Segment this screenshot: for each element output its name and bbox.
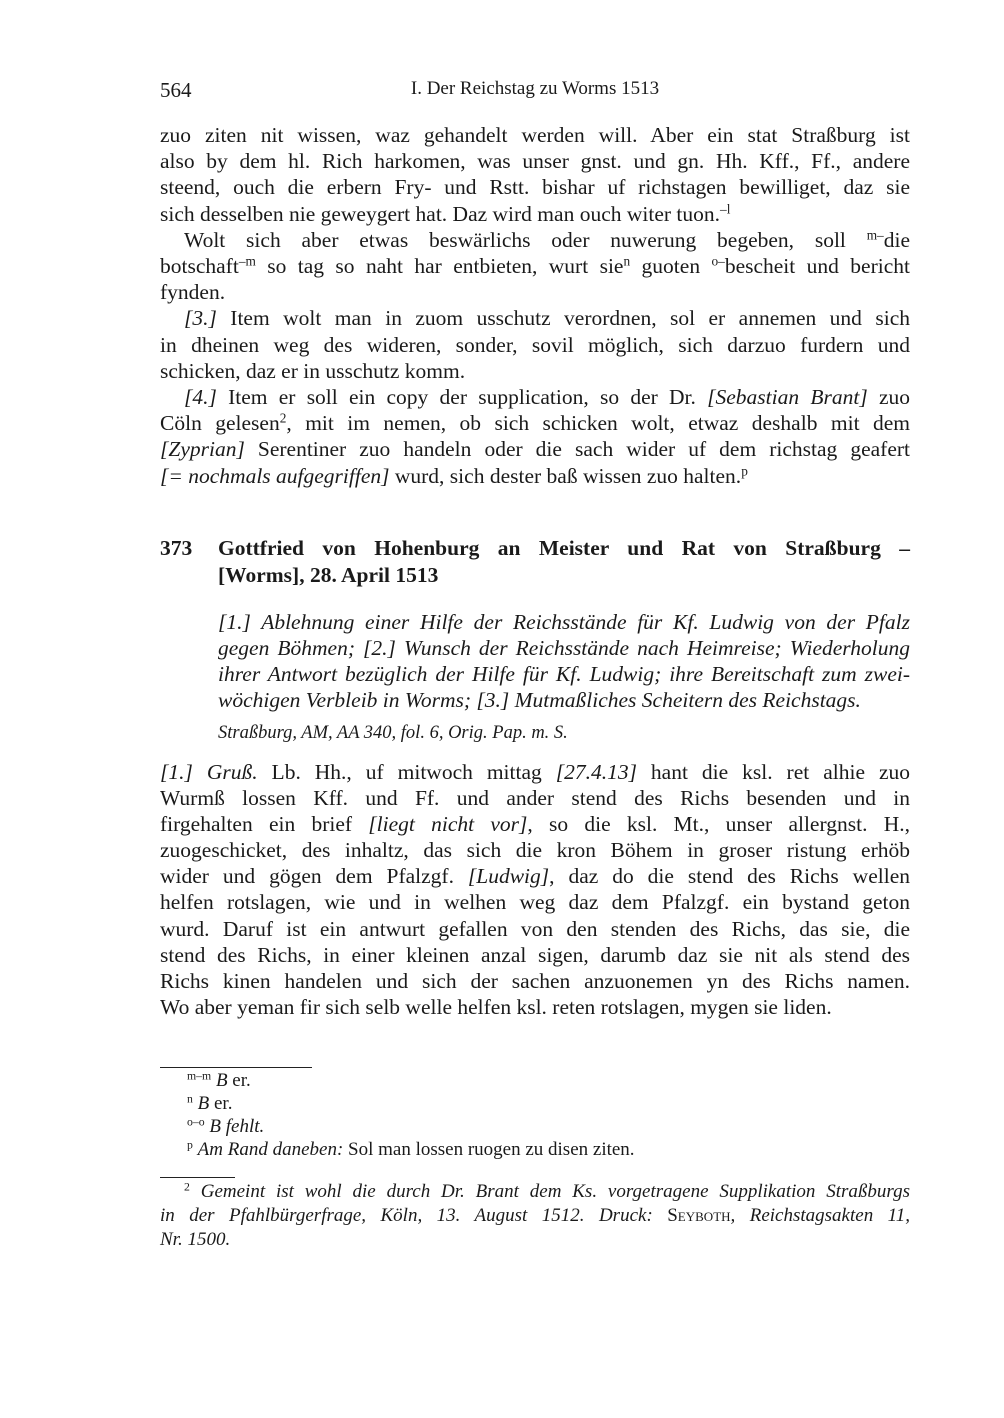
text-line: [160, 1204, 910, 1228]
text-segment: Sol man lossen ruogen zu disen ziten.: [343, 1139, 635, 1160]
text-segment: Item wolt man in zuom usschutz verordnen, sol er annemen und sich: [216, 306, 910, 331]
running-title: I. Der Reichstag zu Worms 1513: [410, 78, 660, 99]
note-marker: n: [623, 253, 631, 269]
text-line: [160, 279, 910, 305]
italic-text: in der Pfahlbürgerfrage, Köln, 13. August 1512. Druck:: [160, 1205, 668, 1226]
text-segment: die: [883, 227, 910, 252]
text-line: [160, 968, 910, 994]
text-line: [160, 253, 910, 279]
text-segment: zuo: [867, 385, 910, 410]
text-line: [160, 305, 910, 331]
text-segment: hant die ksl. ret alhie zuo: [636, 760, 910, 784]
document-title: [218, 535, 910, 589]
text-segment: Cöln gelesen: [160, 411, 280, 436]
text-segment: firgehalten ein brief: [160, 812, 369, 837]
italic-text: , Reichstagsakten 11,: [730, 1205, 910, 1226]
text-line: [160, 1180, 910, 1204]
text-line: [218, 635, 910, 661]
text-line: [187, 1115, 635, 1138]
italic-text: [27.4.13]: [555, 760, 637, 784]
text-segment: [Worms], 28. April 1513: [218, 563, 439, 587]
text-line: [160, 384, 910, 410]
text-line: [160, 227, 910, 253]
text-line: [160, 994, 910, 1020]
text-segment: wurd, sich dester baß wissen zuo halten.: [389, 463, 742, 488]
text-line: [160, 811, 910, 837]
text-segment: zuo ziten nit wissen, waz gehandelt werden will. Aber ein stat Straßburg ist: [160, 123, 910, 147]
text-segment: steend, ouch die erbern Fry- und Rstt. bishar uf richstagen bewilliget, daz sie: [160, 175, 910, 200]
note-marker: 2: [279, 410, 287, 426]
page-number: 564: [160, 78, 192, 102]
text-line: [160, 410, 910, 436]
note-marker: o–o: [187, 1115, 205, 1129]
italic-text: [= nochmals aufgegriffen]: [160, 463, 390, 488]
text-segment: ihrer Antwort bezüglich der Hilfe für Kf. Ludwig; ihre Bereitschaft zum zwei-: [218, 662, 910, 686]
text-line: [218, 687, 910, 713]
text-segment: Wo aber yeman fir sich selb welle helfen ksl. reten rotslagen, mygen sie liden.: [160, 994, 832, 1019]
note-marker: –l: [720, 201, 731, 217]
note-marker: n: [187, 1092, 193, 1106]
italic-text: Gemeint ist wohl die durch Dr. Brant dem Ks. vorgetragene Supplikation Straßburgs: [200, 1181, 910, 1202]
text-segment: fynden.: [160, 280, 226, 305]
body-text-previous-document: [160, 122, 910, 489]
text-segment: , so die ksl. Mt., unser allergnst. H.,: [527, 812, 910, 837]
text-segment: sich desselben nie geweygert hat. Daz wird man ouch witer tuon.: [160, 201, 721, 226]
text-segment: er.: [209, 1093, 233, 1114]
text-segment: wurd. Daruf ist ein antwurt gefallen von den stenden des Richs, das sie, die: [160, 916, 910, 941]
text-segment: Wurmß lossen Kff. und Ff. und ander stend des Richs besenden und in: [160, 786, 910, 811]
text-notes-divider: [160, 1067, 312, 1068]
archival-source: Straßburg, AM, AA 340, fol. 6, Orig. Pap. m. S.: [218, 723, 568, 743]
text-line: [160, 174, 910, 200]
text-line: [187, 1138, 635, 1161]
text-line: [160, 148, 910, 174]
text-line: [160, 837, 910, 863]
text-line: [187, 1069, 635, 1092]
text-line: [160, 332, 910, 358]
text-segment: [1.] Ablehnung einer Hilfe der Reichsstände für Kf. Ludwig von der Pfalz: [218, 610, 910, 634]
text-segment: zuogeschicket, des inhaltz, das sich die kron Böhem in groser ristung erhöb: [160, 838, 910, 863]
text-segment: helfen rotslagen, wie und in welhen weg daz dem Pfalzgf. ein bystand geton: [160, 890, 910, 915]
text-line: [160, 863, 910, 889]
italic-text: B fehlt.: [209, 1116, 265, 1137]
text-segment: [190, 1181, 201, 1202]
text-line: [160, 1228, 910, 1252]
text-segment: Serentiner zuo handeln oder die sach wider uf dem richstag geafert: [244, 437, 910, 462]
text-line: [218, 609, 910, 635]
text-line: [160, 122, 910, 148]
text-line: [160, 942, 910, 968]
text-line: [218, 535, 910, 562]
document-number: 373: [160, 536, 193, 560]
text-segment: Richs kinen handelen und sich der sachen anzuonemen yn des Richs namen.: [160, 968, 910, 993]
italic-text: B: [215, 1070, 228, 1091]
text-segment: Gottfried von Hohenburg an Meister und Rat von Straßburg –: [218, 536, 910, 560]
italic-text: [liegt nicht vor]: [368, 812, 528, 837]
body-text-document: [160, 759, 910, 1020]
text-segment: , daz do die stend des Richs wellen: [549, 864, 910, 889]
text-segment: wöchigen Verbleib in Worms; [3.] Mutmaßliches Scheitern des Reichstags.: [218, 688, 861, 712]
italic-text: [Ludwig]: [467, 864, 550, 889]
note-marker: m–m: [187, 1069, 212, 1083]
text-line: [160, 201, 910, 227]
italic-text: [4.]: [184, 385, 217, 410]
text-segment: Seyboth: [667, 1205, 731, 1226]
text-segment: er.: [227, 1070, 251, 1091]
text-line: [160, 785, 910, 811]
text-segment: Lb. Hh., uf mitwoch mittag: [257, 760, 556, 784]
document-summary: [218, 609, 910, 713]
text-segment: Item er soll ein copy der supplication, so der Dr.: [216, 385, 708, 410]
italic-text: Am Rand daneben:: [197, 1139, 344, 1160]
text-segment: wider und gögen dem Pfalzgf.: [160, 864, 468, 889]
note-marker: 2: [184, 1180, 190, 1194]
text-line: [218, 661, 910, 687]
italic-text: [Zyprian]: [160, 437, 245, 462]
note-marker: o–: [711, 253, 725, 269]
text-segment: gegen Böhmen; [2.] Wunsch der Reichsstände nach Heimreise; Wiederholung: [218, 636, 910, 660]
text-segment: bescheit und bericht: [724, 254, 910, 279]
text-segment: guoten: [630, 254, 712, 279]
italic-text: B: [197, 1093, 210, 1114]
text-segment: also by dem hl. Rich harkomen, was unser gnst. und gn. Hh. Kff., Ff., andere: [160, 149, 910, 174]
text-line: [160, 463, 910, 489]
italic-text: [1.] Gruß.: [160, 760, 258, 784]
text-line: [160, 358, 910, 384]
italic-text: [3.]: [184, 306, 217, 331]
text-segment: so tag so naht har entbieten, wurt sie: [255, 254, 624, 279]
italic-text: [Sebastian Brant]: [707, 385, 868, 410]
text-line: [160, 436, 910, 462]
text-segment: Wolt sich aber etwas beswärlichs oder nuwerung begeben, soll: [184, 227, 867, 252]
text-line: [160, 889, 910, 915]
note-marker: m–: [866, 227, 884, 243]
text-line: [187, 1092, 635, 1115]
footnotes-divider: [160, 1177, 235, 1178]
note-marker: p: [741, 463, 748, 479]
text-line: [160, 759, 910, 785]
text-segment: , mit im nemen, ob sich schicken wolt, etwaz deshalb mit dem: [286, 411, 910, 436]
note-marker: p: [187, 1138, 193, 1152]
text-critical-notes: [187, 1069, 635, 1161]
text-line: [218, 562, 910, 589]
italic-text: Nr. 1500.: [160, 1229, 231, 1250]
text-segment: in dheinen weg des wideren, sonder, sovil möglich, sich darzuo furdern und: [160, 332, 910, 357]
text-segment: botschaft: [160, 254, 239, 279]
text-line: [160, 916, 910, 942]
text-segment: schicken, daz er in usschutz komm.: [160, 358, 466, 383]
note-marker: –m: [238, 253, 256, 269]
page-header: [160, 78, 910, 106]
footnotes: [160, 1180, 910, 1252]
text-segment: stend des Richs, in einer kleinen anzal sigen, darumb daz sie nit als stend des: [160, 942, 910, 967]
